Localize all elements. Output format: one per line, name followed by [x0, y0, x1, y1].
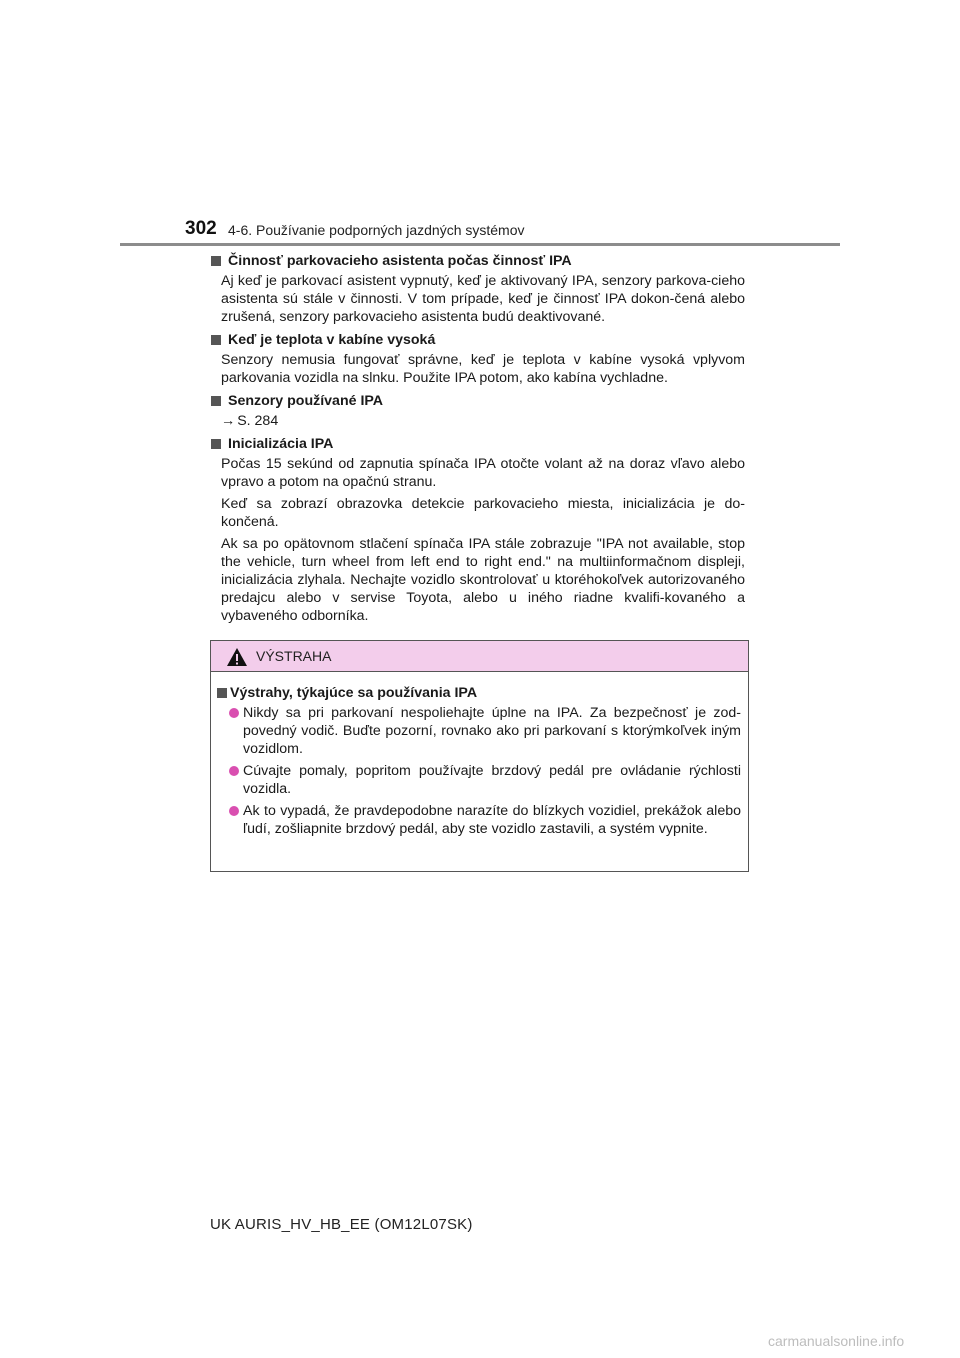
paragraph: Aj keď je parkovací asistent vypnutý, keď je aktivovaný IPA, senzory parkova-cieho asistenta sú stále v činnosti. V tom prípade, keď je činnosť IPA dokon-čená alebo zrušená, senzory parkovacieho asistenta budú deaktivované. [221, 273, 745, 325]
circle-bullet-icon [229, 766, 239, 776]
warning-heading [217, 684, 741, 702]
warning-triangle-icon [226, 647, 248, 667]
paragraph: Ak sa po opätovnom stlačení spínača IPA stále zobrazuje "IPA not available, stop the vehicle, turn wheel from left end to right end." na multiinformačnom displeji, inicializácia zlyhala. Nechajte vozidlo skontrolovať u ktoréhokoľvek autorizovaného predajcu alebo v servise Toyota, alebo u iného riadne kvalifi-kovaného a vybaveného odborníka. [221, 536, 745, 624]
square-bullet-icon [211, 439, 221, 449]
section-parking-assist-during-ipa [210, 252, 745, 326]
header-rule [120, 243, 840, 246]
footer-model-code: UK AURIS_HV_HB_EE (OM12L07SK) [210, 1216, 473, 1233]
page-number: 302 [185, 218, 217, 239]
paragraph: Keď sa zobrazí obrazovka detekcie parkovacieho miesta, inicializácia je do-končená. [221, 496, 745, 530]
section-heading-text: Inicializácia IPA [228, 436, 334, 452]
section-sensors-used-by-ipa [210, 392, 745, 430]
arrow-right-icon: → [221, 413, 236, 429]
section-heading-text: Činnosť parkovacieho asistenta počas činnosť IPA [228, 253, 572, 269]
paragraph: Počas 15 sekúnd od zapnutia spínača IPA otočte volant až na doraz vľavo alebo vpravo a potom na opačnú stranu. [221, 456, 745, 490]
section-ipa-initialization [210, 435, 745, 625]
paragraph: Senzory nemusia fungovať správne, keď je teplota v kabíne vysoká vplyvom parkovania vozidla na slnku. Použite IPA potom, ako kabína vychladne. [221, 352, 745, 386]
circle-bullet-icon [229, 806, 239, 816]
square-bullet-icon [211, 396, 221, 406]
warning-item-text: Cúvajte pomaly, popritom používajte brzdový pedál pre ovládanie rýchlosti vozidla. [243, 763, 741, 797]
warning-body [211, 672, 748, 838]
main-content [210, 252, 745, 630]
square-bullet-icon [211, 256, 221, 266]
chapter-title: 4-6. Používanie podporných jazdných systémov [228, 222, 525, 238]
section-heading-text: Senzory používané IPA [228, 393, 384, 409]
warning-box [210, 640, 749, 872]
square-bullet-icon [217, 688, 227, 698]
watermark: carmanualsonline.info [768, 1333, 905, 1349]
warning-title: VÝSTRAHA [256, 648, 332, 664]
warning-heading-text: Výstrahy, týkajúce sa používania IPA [230, 685, 478, 701]
circle-bullet-icon [229, 708, 239, 718]
page-reference-text: S. 284 [237, 413, 279, 429]
section-heading [210, 435, 745, 453]
warning-item [217, 802, 741, 838]
warning-header [211, 641, 748, 672]
section-heading [210, 252, 745, 270]
warning-item-text: Nikdy sa pri parkovaní nespoliehajte úplne na IPA. Za bezpečnosť je zod-povedný vodič. Buďte pozorní, rovnako ako pri parkovaní s ktorýmkoľvek iným vozidlom. [243, 705, 741, 757]
warning-item-text: Ak to vypadá, že pravdepodobne narazíte do blízkych vozidiel, prekážok alebo ľudí, zošliapnite brzdový pedál, aby ste vozidlo zastavili, a systém vypnite. [243, 803, 741, 837]
warning-item [217, 762, 741, 798]
section-heading [210, 331, 745, 349]
page-reference [210, 412, 745, 430]
section-heading-text: Keď je teplota v kabíne vysoká [228, 332, 436, 348]
warning-item [217, 704, 741, 758]
section-heading [210, 392, 745, 410]
square-bullet-icon [211, 335, 221, 345]
section-high-cabin-temperature [210, 331, 745, 387]
